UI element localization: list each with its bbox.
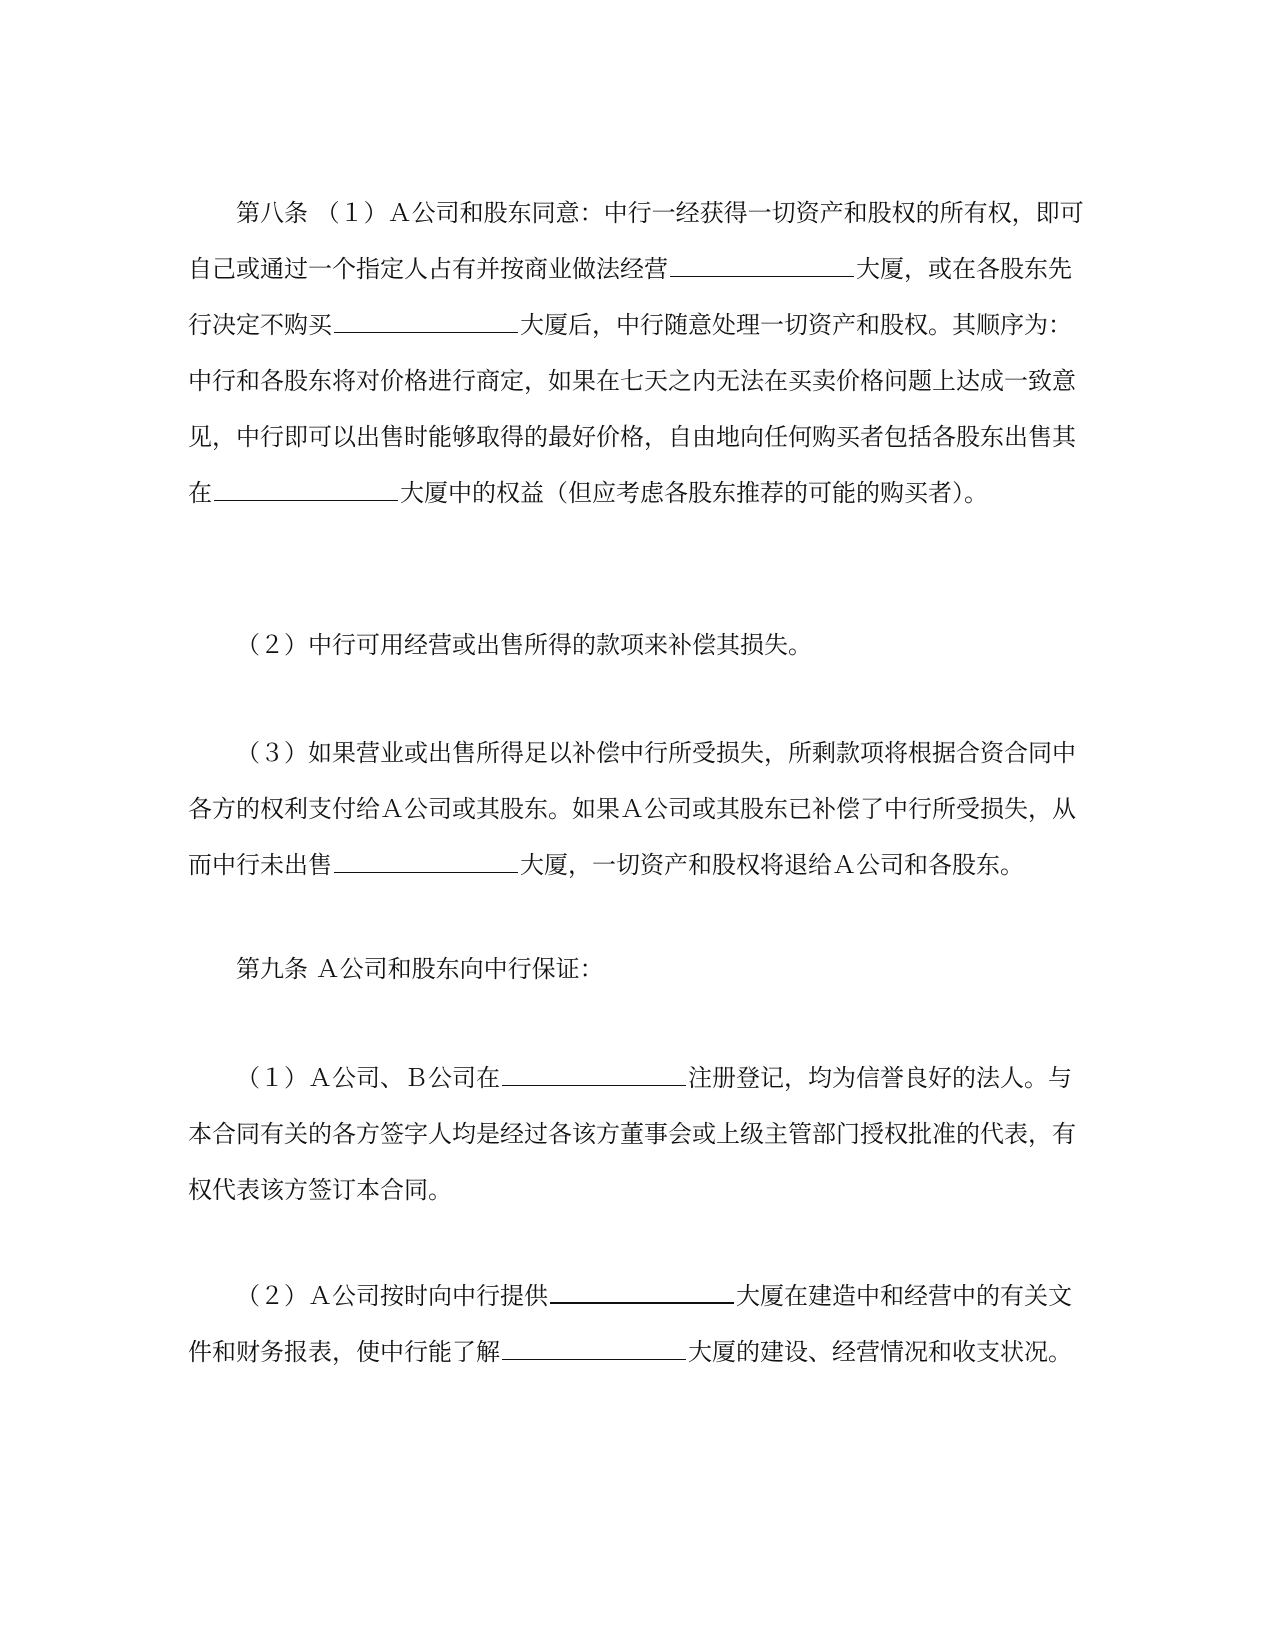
blank-line: [214, 499, 398, 501]
text-segment: （２）Ａ公司按时向中行提供: [236, 1282, 548, 1310]
blank-line: [550, 1301, 734, 1304]
text-segment: （３）如果营业或出售所得足以补偿中行所受损失，所剩款项将根据合资合同中各方的权利支付给Ａ公司或其股东。如果Ａ公司或其股东已补偿了中行所受损失，从而中行未出售: [188, 739, 1076, 879]
blank-line: [334, 871, 518, 873]
blank-line: [334, 331, 518, 333]
article8-paragraph1: [188, 185, 1088, 521]
blank-line: [502, 1084, 686, 1086]
article8-paragraph3: [188, 725, 1088, 893]
text-segment: 第八条 （１）Ａ公司和股东同意：中行一经获得一切资产和股权的所有权，即可自己或通过一个指定人占有并按商业做法经营: [188, 199, 1084, 283]
article9-paragraph1: [188, 1050, 1088, 1218]
article9-heading: 第九条 Ａ公司和股东向中行保证：: [236, 955, 604, 983]
article8-paragraph2: （２）中行可用经营或出售所得的款项来补偿其损失。: [236, 631, 812, 659]
text-segment: 大厦，一切资产和股权将退给Ａ公司和各股东。: [520, 851, 1024, 879]
article9-paragraph2: [188, 1268, 1088, 1380]
text-segment: 大厦，或在各股东先行决定不购买: [188, 255, 1072, 339]
text-segment: 注册登记，均为信誉良好的法人。与本合同有关的各方签字人均是经过各该方董事会或上级主管部门授权批准的代表，有权代表该方签订本合同。: [188, 1064, 1076, 1204]
blank-line: [502, 1358, 686, 1360]
blank-line: [670, 275, 854, 277]
text-segment: 大厦的建设、经营情况和收支状况。: [688, 1338, 1072, 1366]
text-segment: 大厦后，中行随意处理一切资产和股权。其顺序为：中行和各股东将对价格进行商定，如果在七天之内无法在买卖价格问题上达成一致意见，中行即可以出售时能够取得的最好价格，自由地向任何购买者包括各股东出售其在: [188, 311, 1076, 507]
text-segment: 大厦中的权益（但应考虑各股东推荐的可能的购买者）。: [400, 479, 988, 507]
text-segment: （１）Ａ公司、Ｂ公司在: [236, 1064, 500, 1092]
text-segment: 大厦在建造中和经营中的有关文件和财务报表，使中行能了解: [188, 1282, 1072, 1366]
